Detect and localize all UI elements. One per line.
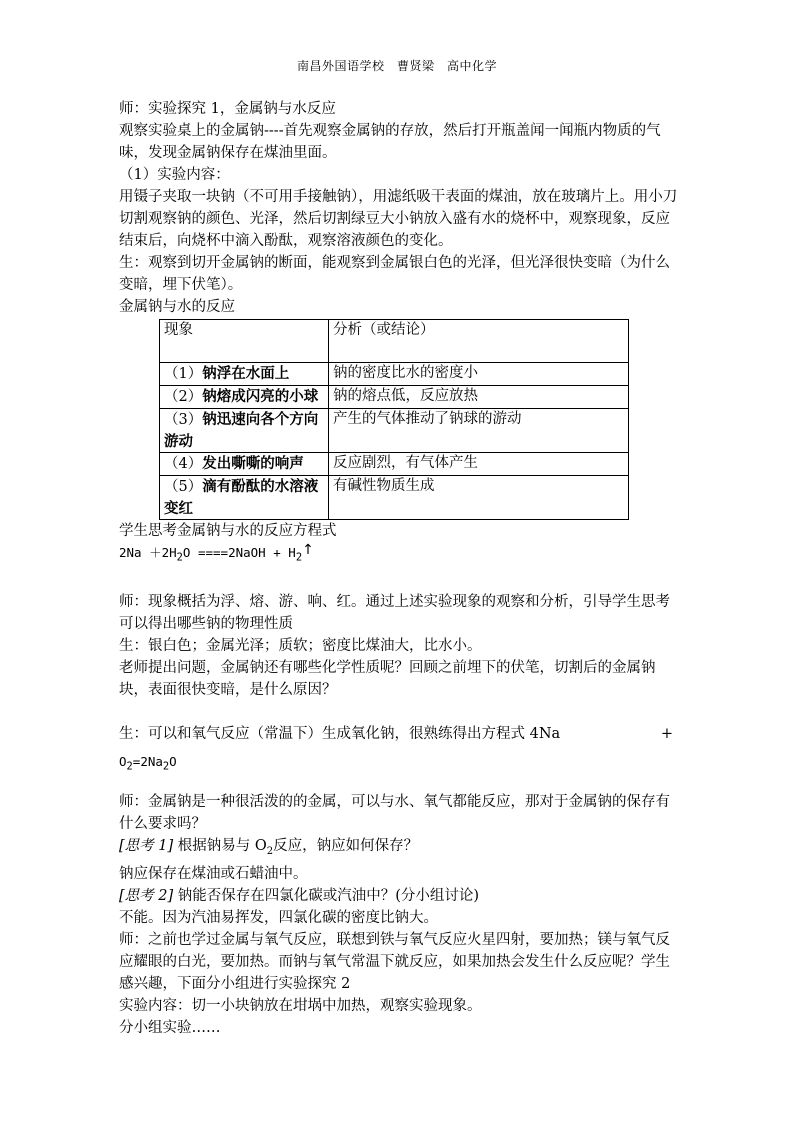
table-row <box>160 409 629 453</box>
row-number: （5） <box>164 479 203 495</box>
table-row <box>160 386 629 409</box>
phenomenon-cell <box>160 453 329 476</box>
think-1-text: 反应，钠应如何保存？ <box>273 838 419 854</box>
think-2 <box>119 885 679 907</box>
row-number: （4） <box>164 456 203 472</box>
analysis-cell: 钠的熔点低，反应放热 <box>329 386 629 409</box>
think-1-text: 根据钠易与 O <box>173 838 267 854</box>
paragraph-group-experiment: 分小组实验…… <box>119 1019 221 1036</box>
think-1-subscript: 2 <box>266 845 274 857</box>
page-header: 南昌外国语学校 曹贤梁 高中化学 <box>296 59 497 73</box>
equation-subscript: 2 <box>162 760 170 772</box>
answer-2: 不能。因为汽油易挥发，四氯化碳的密度比钠大。 <box>119 909 438 926</box>
oxygen-reaction-text: 生：可以和氧气反应（常温下）生成氧化钠，很熟练得出方程式 4Na <box>119 725 561 742</box>
paragraph-observe: 观察实验桌上的金属钠----首先观察金属钠的存放，然后打开瓶盖闻一闻瓶内物质的气味，发现金属钠保存在煤油里面。 <box>119 123 661 161</box>
equation-part: O <box>119 753 127 769</box>
row-number: （1） <box>164 366 203 382</box>
phenomenon-cell <box>160 386 329 409</box>
equation-part: 2Na ＋2H <box>119 545 177 560</box>
phenomenon-text: 钠熔成闪亮的小球 <box>202 388 319 405</box>
paragraph-oxygen-reaction <box>119 723 679 745</box>
phenomenon-cell <box>160 476 329 520</box>
paragraph-heating-question: 师：之前也学过金属与氧气反应，联想到铁与氧气反应火星四射，要加热；镁与氧气反应耀眼的白光，要加热。而钠与氧气常温下就反应，如果加热会发生什么反应呢？学生感兴趣，下面分小组进行实验探究 2 <box>119 931 670 992</box>
table-title: 金属钠与水的反应 <box>119 299 235 315</box>
paragraph-summary: 师：现象概括为浮、熔、游、响、红。通过上述实验现象的观察和分析，引导学生思考可以得出哪些钠的物理性质 <box>119 593 670 632</box>
equation-part: O ====2NaOH + H <box>182 545 296 560</box>
header-analysis: 分析（或结论） <box>329 320 629 363</box>
reaction-table <box>159 319 629 520</box>
phenomenon-text: 滴有酚酞的水溶液变红 <box>164 478 319 517</box>
table-row <box>160 476 629 520</box>
phenomenon-cell <box>160 363 329 386</box>
equation-subscript: 2 <box>295 551 303 564</box>
header-phenomenon: 现象 <box>160 320 329 363</box>
paragraph-student-observe: 生：观察到切开金属钠的断面，能观察到金属银白色的光泽，但光泽很快变暗（为什么变暗，埋下伏笔）。 <box>119 255 670 293</box>
think-1 <box>119 835 679 863</box>
phenomenon-text: 发出嘶嘶的响声 <box>202 455 304 472</box>
paragraph-physical-properties: 生：银白色；金属光泽；质软；密度比煤油大，比水小。 <box>119 637 482 654</box>
paragraph-experiment-heading: （1）实验内容： <box>119 167 230 183</box>
analysis-cell: 产生的气体推动了钠球的游动 <box>329 409 629 453</box>
analysis-cell: 反应剧烈，有气体产生 <box>329 453 629 476</box>
equation-subscript: 2 <box>126 760 133 772</box>
paragraph-question: 老师提出问题，金属钠还有哪些化学性质呢？回顾之前埋下的伏笔，切割后的金属钠块，表面很快变暗，是什么原因？ <box>119 659 656 698</box>
think-equation-prompt: 学生思考金属钠与水的反应方程式 <box>119 523 337 539</box>
table-row <box>160 453 629 476</box>
analysis-cell: 钠的密度比水的密度小 <box>329 363 629 386</box>
table-header-row <box>160 320 629 363</box>
equation-sodium-water <box>119 542 679 569</box>
equation-part: =2Na <box>132 753 163 769</box>
equation-part: O <box>169 753 177 769</box>
row-number: （2） <box>164 389 203 405</box>
row-number: （3） <box>164 412 203 428</box>
think-2-text: 钠能否保存在四氯化碳或汽油中？(分小组讨论) <box>173 887 480 904</box>
paragraph-experiment-content: 用镊子夹取一块钠（不可用手接触钠），用滤纸吸干表面的煤油，放在玻璃片上。用小刀切割观察钠的颜色、光泽，然后切割绿豆大小钠放入盛有水的烧杯中，观察现象，反应结束后，向烧杯中滴入酚酞，观察溶液颜色的变化。 <box>119 189 678 249</box>
equation-sodium-oxygen <box>119 751 679 778</box>
document-body <box>119 98 679 1039</box>
phenomenon-cell <box>160 409 329 453</box>
phenomenon-text: 钠迅速向各个方向游动 <box>164 411 319 450</box>
phenomenon-text: 钠浮在水面上 <box>202 365 290 382</box>
answer-1: 钠应保存在煤油或石蜡油中。 <box>119 865 308 882</box>
gas-arrow-icon: ↑ <box>302 542 314 558</box>
paragraph-experiment-2: 实验内容：切一小块钠放在坩埚中加热，观察实验现象。 <box>119 997 482 1014</box>
table-row <box>160 363 629 386</box>
analysis-cell: 有碱性物质生成 <box>329 476 629 520</box>
think-1-label: [思考 1] <box>119 838 174 854</box>
plus-sign: + <box>660 725 673 742</box>
paragraph-storage-question: 师：金属钠是一种很活泼的的金属，可以与水、氧气都能反应，那对于金属钠的保存有什么要求吗？ <box>119 794 670 832</box>
paragraph-teacher-intro: 师：实验探究 1，金属钠与水反应 <box>119 101 336 117</box>
equation-subscript: 2 <box>176 551 183 564</box>
think-2-label: [思考 2] <box>119 887 174 904</box>
